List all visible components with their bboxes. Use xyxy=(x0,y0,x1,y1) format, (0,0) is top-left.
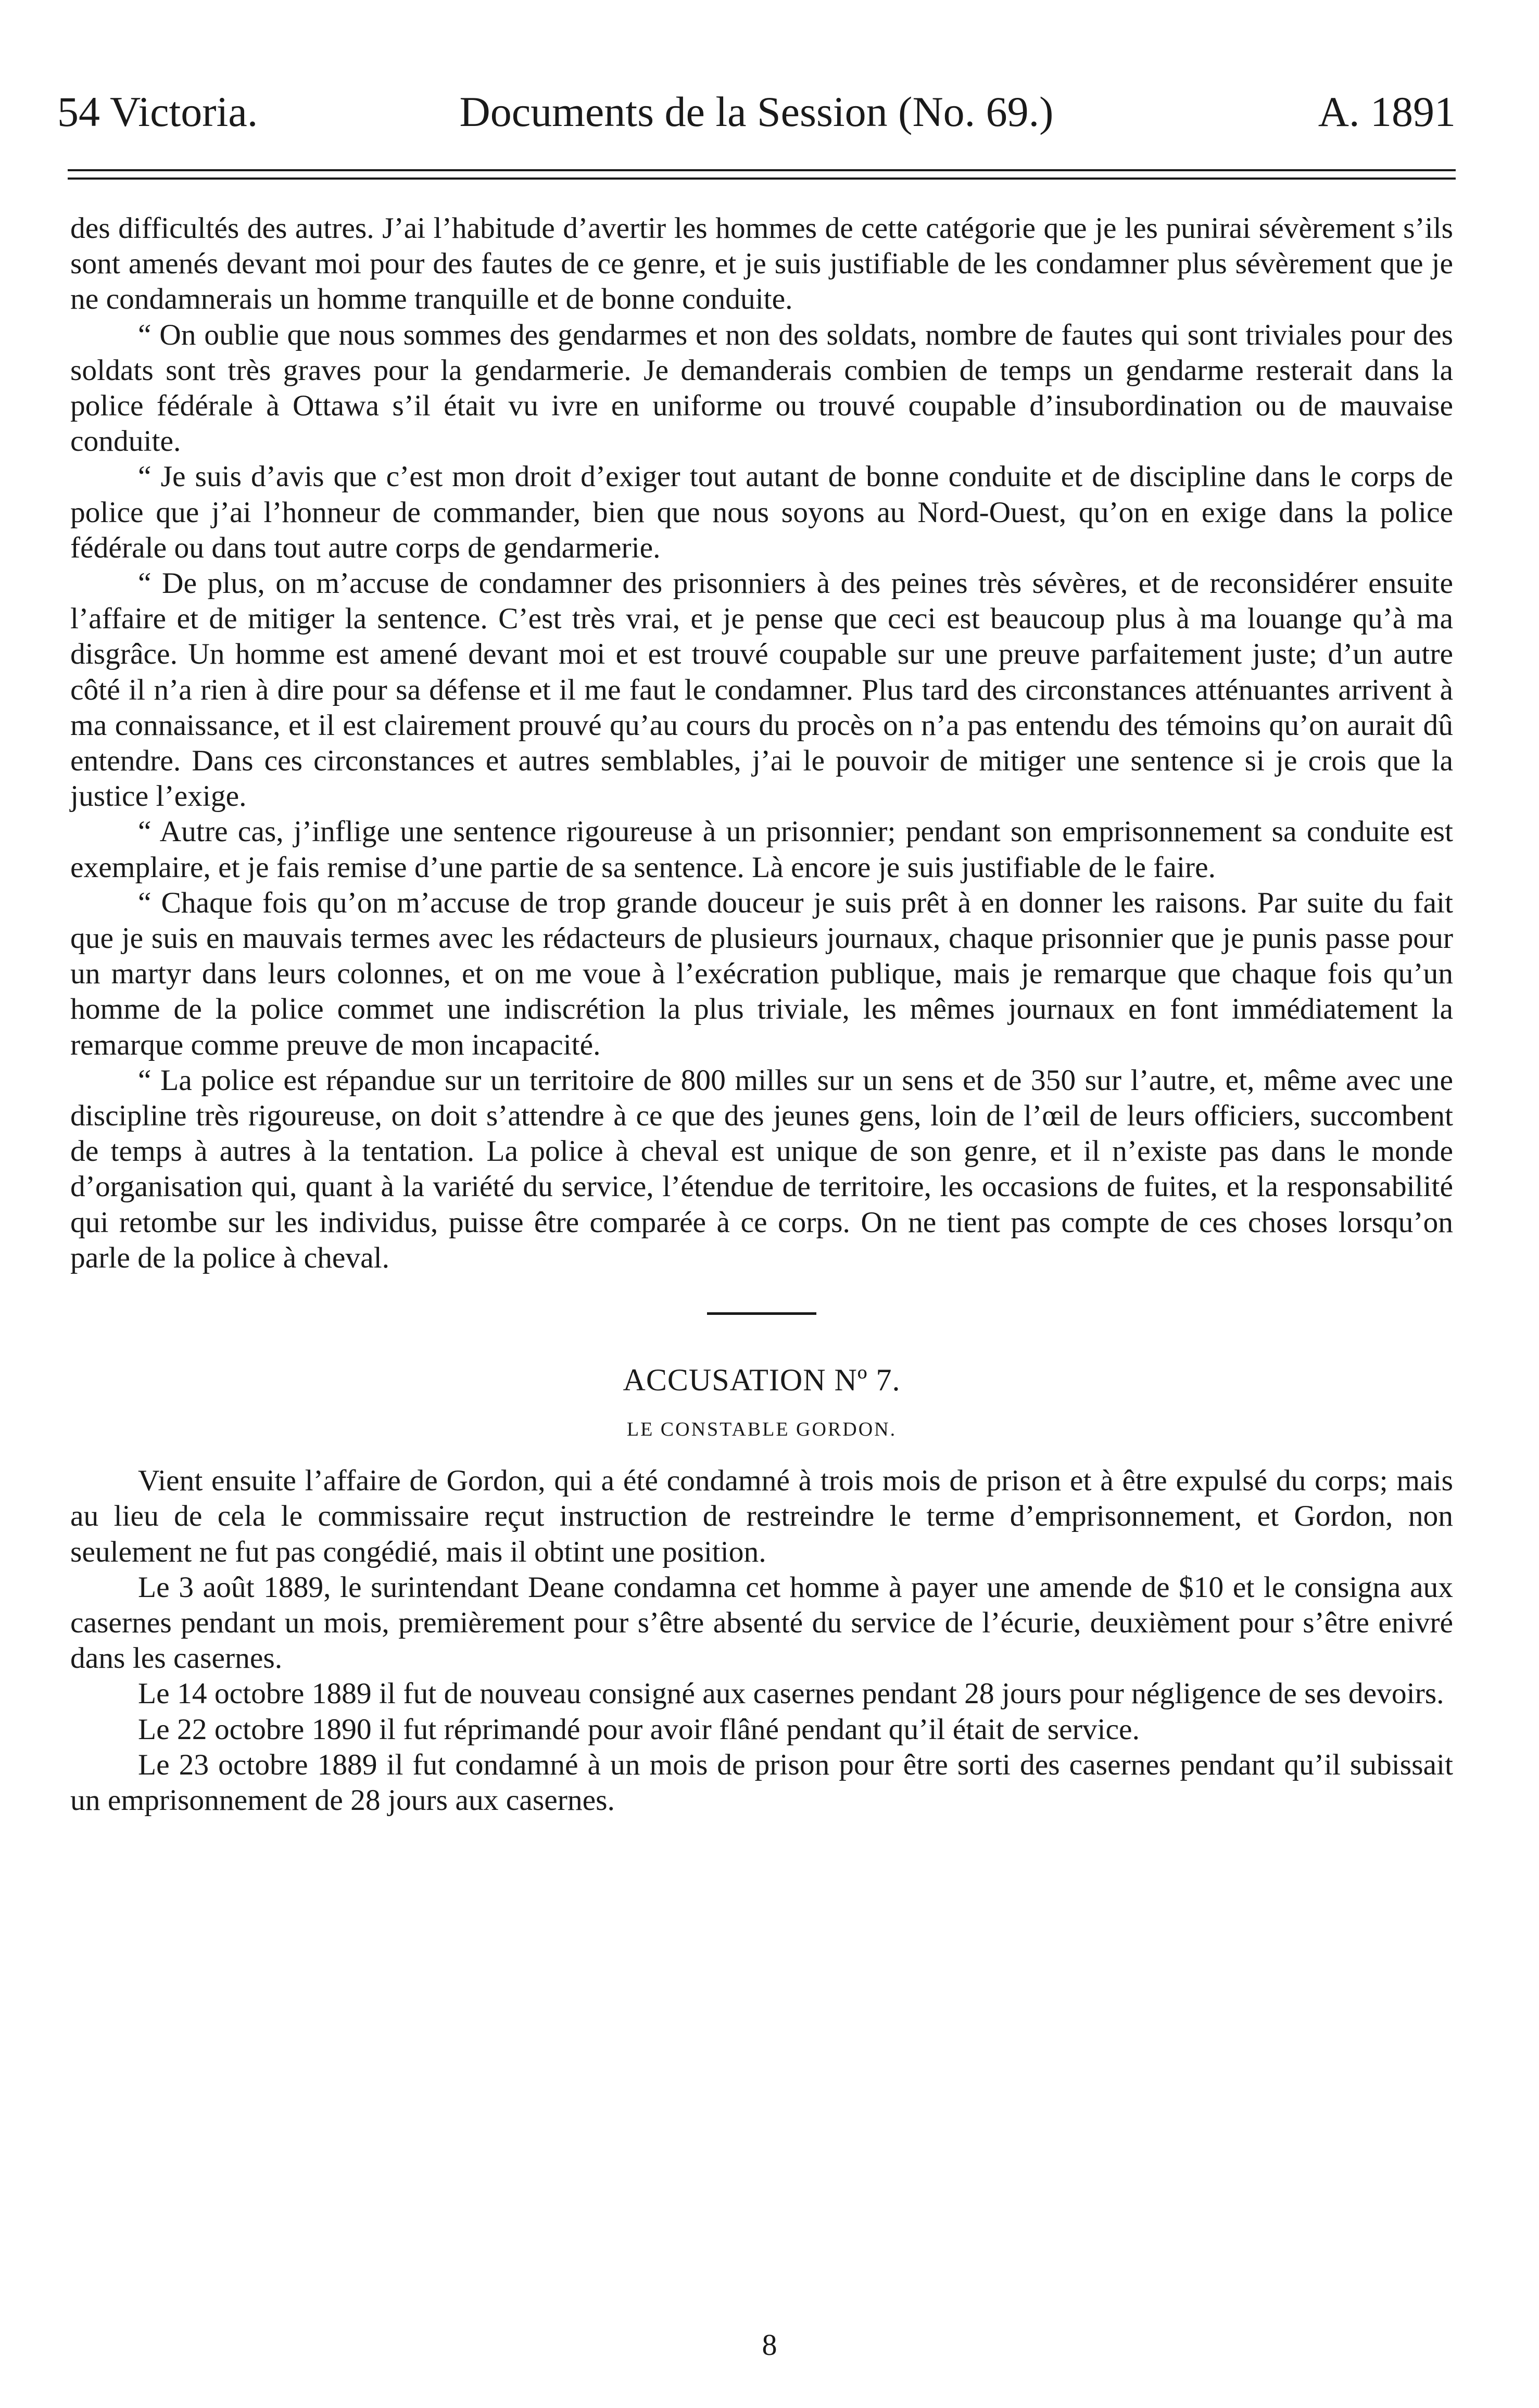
paragraph: Le 14 octobre 1889 il fut de nouveau consigné aux casernes pendant 28 jours pour négligence de ses devoirs. xyxy=(138,1677,1444,1710)
paragraph: “ La police est répandue sur un territoire de 800 milles sur un sens et de 350 sur l’autre, et, même avec une discipline très rigoureuse, on doit s’attendre à ce que des jeunes gens, loin de l’œil de leurs officiers, succombent de temps à autres à la tentation. La police à cheval est unique de son genre, et il n’existe pas dans le monde d’organisation qui, quant à la variété du service, l’étendue de territoire, les occasions de fuites, et la responsabilité qui retombe sur les individus, puisse être comparée à ce corps. On ne tient pas compte de ces choses lorsqu’on parle de la police à cheval. xyxy=(70,1063,1453,1274)
section-subtitle: LE CONSTABLE GORDON. xyxy=(626,1418,897,1441)
body-text xyxy=(70,211,1453,1818)
header-volume: 54 Victoria. xyxy=(57,88,258,135)
paragraph: Le 23 octobre 1889 il fut condamné à un mois de prison pour être sorti des casernes pendant qu’il subissait un emprisonnement de 28 jours aux casernes. xyxy=(70,1748,1453,1817)
paragraph: “ On oublie que nous sommes des gendarmes et non des soldats, nombre de fautes qui sont triviales pour des soldats sont très graves pour la gendarmerie. Je demanderais combien de temps un gendarme resterait dans la police fédérale à Ottawa s’il était vu ivre en uniforme ou trouvé coupable d’insubordination ou de mauvaise conduite. xyxy=(70,318,1453,458)
header-title: Documents de la Session (No. 69.) xyxy=(459,88,1054,135)
paragraph: “ Autre cas, j’inflige une sentence rigoureuse à un prisonnier; pendant son emprisonnement sa conduite est exemplaire, et je fais remise d’une partie de sa sentence. Là encore je suis justifiable de le faire. xyxy=(70,815,1453,884)
section-title: ACCUSATION Nº 7. xyxy=(623,1363,901,1398)
paragraph: “ De plus, on m’accuse de condamner des prisonniers à des peines très sévères, et de reconsidérer ensuite l’affaire et de mitiger la sentence. C’est très vrai, et je pense que ceci est beaucoup plus à ma louange qu’à ma disgrâce. Un homme est amené devant moi et est trouvé coupable sur une preuve parfaitement juste; d’un autre côté il n’a rien à dire pour sa défense et il me faut le condamner. Plus tard des circonstances atténuantes arrivent à ma connaissance, et il est clairement prouvé qu’au cours du procès on n’a pas entendu des témoins qu’on aurait dû entendre. Dans ces circonstances et autres semblables, j’ai le pouvoir de mitiger une sentence si je crois que la justice l’exige. xyxy=(70,567,1453,813)
paragraph: des difficultés des autres. J’ai l’habitude d’avertir les hommes de cette catégorie que je les punirai sévèrement s’ils sont amenés devant moi pour des fautes de ce genre, et je suis justifiable de les condamner plus sévèrement que je ne condamnerais un homme tranquille et de bonne conduite. xyxy=(70,212,1453,316)
paragraph: “ Je suis d’avis que c’est mon droit d’exiger tout autant de bonne conduite et de discipline dans le corps de police que j’ai l’honneur de commander, bien que nous soyons au Nord-Ouest, qu’on en exige dans la police fédérale ou dans tout autre corps de gendarmerie. xyxy=(70,460,1453,564)
paragraph: “ Chaque fois qu’on m’accuse de trop grande douceur je suis prêt à en donner les raisons. Par suite du fait que je suis en mauvais termes avec les rédacteurs de plusieurs journaux, chaque prisonnier que je punis passe pour un martyr dans leurs colonnes, et on me voue à l’exécration publique, mais je remarque que chaque fois qu’un homme de la police commet une indiscrétion la plus triviale, les mêmes journaux en font immédiatement la remarque comme preuve de mon incapacité. xyxy=(70,886,1453,1061)
page-number: 8 xyxy=(762,2328,777,2362)
header-year: A. 1891 xyxy=(1318,88,1456,135)
paragraph: Le 3 août 1889, le surintendant Deane condamna cet homme à payer une amende de $10 et le consigna aux casernes pendant un mois, premièrement pour s’être absenté du service de l’écurie, deuxièment pour s’être enivré dans les casernes. xyxy=(70,1570,1453,1675)
paragraph: Le 22 octobre 1890 il fut réprimandé pour avoir flâné pendant qu’il était de service. xyxy=(138,1713,1140,1746)
header-double-rule xyxy=(68,169,1456,180)
section-divider xyxy=(707,1312,816,1315)
running-head xyxy=(57,86,1456,138)
paragraph: Vient ensuite l’affaire de Gordon, qui a été condamné à trois mois de prison et à être expulsé du corps; mais au lieu de cela le commissaire reçut instruction de restreindre le terme d’emprisonnement, et Gordon, non seulement ne fut pas congédié, mais il obtint une position. xyxy=(70,1464,1453,1568)
